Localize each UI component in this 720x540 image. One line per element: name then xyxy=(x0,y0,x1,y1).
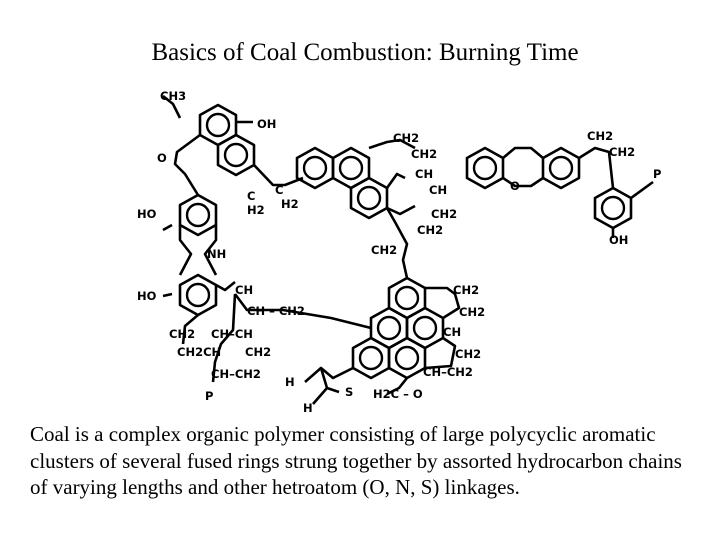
label-ch3: CH3 xyxy=(160,89,187,103)
label-furan-o: O xyxy=(510,179,520,193)
label-h-b: H xyxy=(303,401,313,415)
label-ch-top: CH xyxy=(415,167,434,181)
slide-title: Basics of Coal Combustion: Burning Time xyxy=(151,39,579,66)
label-oh-bottom: OH xyxy=(609,233,629,247)
label-ch2-r1: CH2 xyxy=(587,129,614,143)
label-ch2-a: CH2 xyxy=(169,327,196,341)
label-ch2-top1: CH2 xyxy=(393,131,420,145)
label-h2c-o: H2C – O xyxy=(373,387,423,401)
label-ch-ch2-b: CH–CH2 xyxy=(211,367,261,381)
label-ch-c: CH xyxy=(443,325,462,339)
label-p-right: P xyxy=(653,167,662,181)
label-ch2-c3: CH2 xyxy=(455,347,482,361)
label-ether-o: O xyxy=(157,151,167,165)
label-ch2-c2: CH2 xyxy=(459,305,486,319)
label-ch-top2: CH xyxy=(429,183,448,197)
label-ch-a: CH xyxy=(235,283,254,297)
label-ch-ch2-c: CH–CH2 xyxy=(423,365,473,379)
label-c-link2: C xyxy=(275,183,284,197)
label-ch2-b: CH2 xyxy=(245,345,272,359)
label-c-link: C xyxy=(247,189,256,203)
label-ch2-top3: CH2 xyxy=(431,207,458,221)
label-ch-ch: CH–CH xyxy=(211,327,253,341)
label-h2-link: H2 xyxy=(247,203,265,217)
label-sulfur: S xyxy=(345,385,354,399)
label-p-left: P xyxy=(205,389,214,403)
label-h-a: H xyxy=(285,375,295,389)
label-ch-ch2: CH – CH2 xyxy=(247,304,305,318)
label-ch2-top4: CH2 xyxy=(417,223,444,237)
label-nh: NH xyxy=(207,247,227,261)
coal-molecular-structure-diagram xyxy=(125,82,685,418)
label-ho-2: HO xyxy=(137,289,157,303)
label-ho-1: HO xyxy=(137,207,157,221)
label-ch2-mid: CH2 xyxy=(371,243,398,257)
label-ch2-top2: CH2 xyxy=(411,147,438,161)
slide-caption: Coal is a complex organic polymer consisting of large polycyclic aromatic clusters of several fused rings strung together by assorted hydrocarbon chains of varying lengths and other hetroatom (O, N, S) linkages. xyxy=(30,422,682,499)
label-h2-link2: H2 xyxy=(281,197,299,211)
label-oh-top: OH xyxy=(257,117,277,131)
label-ch2ch: CH2CH xyxy=(177,345,222,359)
label-ch2-r2: CH2 xyxy=(609,145,636,159)
label-ch2-c1: CH2 xyxy=(453,283,480,297)
structure-svg xyxy=(125,82,685,418)
